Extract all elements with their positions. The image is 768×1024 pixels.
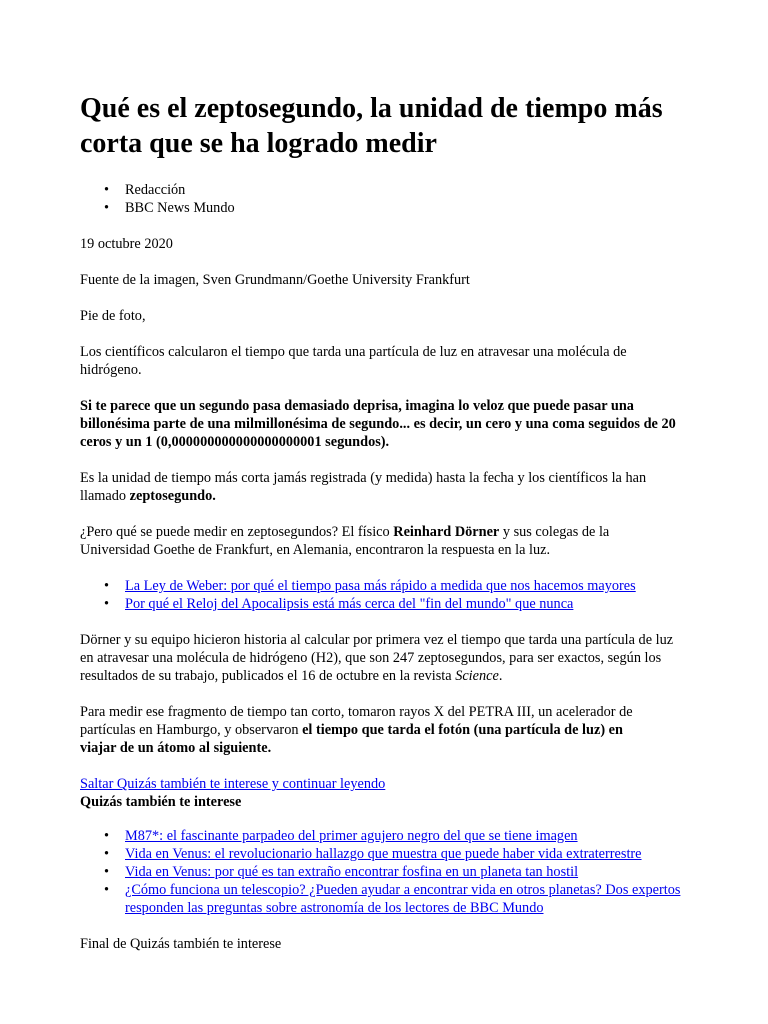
name-reinhard-dorner: Reinhard Dörner bbox=[393, 524, 500, 540]
skip-also-interest-link[interactable]: Saltar Quizás también te interese y continuar leyendo bbox=[80, 776, 386, 792]
paragraph-text: Para medir ese fragmento de tiempo tan corto, tomaron rayos X del PETRA III, un acelerador de partículas en Hamburgo, y observaron bbox=[80, 704, 633, 738]
paragraph-zeptosegundo bbox=[80, 469, 680, 505]
paragraph-text: Es la unidad de tiempo más corta jamás registrada (y medida) hasta la fecha y los científicos la han llamado bbox=[80, 470, 647, 504]
article-date: 19 octubre 2020 bbox=[80, 236, 173, 252]
caption-label: Pie de foto, bbox=[80, 308, 146, 324]
related-link-item bbox=[80, 595, 720, 613]
paragraph-emphasis: el tiempo que tarda el fotón (una partícula de luz) en viajar de un átomo al siguiente. bbox=[80, 722, 623, 756]
journal-science: Science bbox=[455, 668, 499, 684]
keyword-zeptosegundo: zeptosegundo. bbox=[129, 488, 216, 504]
image-caption: Los científicos calcularon el tiempo que tarda una partícula de luz en atravesar una molécula de hidrógeno. bbox=[80, 344, 627, 378]
paragraph-text: y sus colegas de la Universidad Goethe de Frankfurt, en Alemania, encontraron la respuesta en la luz. bbox=[80, 524, 610, 558]
paragraph-petra bbox=[80, 703, 660, 757]
lead-paragraph: Si te parece que un segundo pasa demasiado deprisa, imagina lo veloz que puede pasar una billonésima parte de una milmillonésima de segundo... es decir, un cero y una coma seguidos de 20 ceros y un 1 (0,000000000000000000001 segundos). bbox=[80, 398, 676, 450]
also-interest-list bbox=[80, 827, 720, 917]
image-source: Fuente de la imagen, Sven Grundmann/Goethe University Frankfurt bbox=[80, 272, 470, 288]
byline-author: • Redacción bbox=[80, 181, 720, 199]
also-interest-item bbox=[80, 863, 720, 881]
paragraph-dorner bbox=[80, 523, 650, 559]
related-link-item bbox=[80, 577, 720, 595]
byline-list bbox=[80, 181, 720, 217]
also-interest-link-telescopio[interactable]: ¿Cómo funciona un telescopio? ¿Pueden ayudar a encontrar vida en otros planetas? Dos expertos responden las preguntas sobre astronomía de los lectores de BBC Mundo bbox=[125, 882, 681, 916]
related-links-list bbox=[80, 577, 720, 613]
skip-link-wrap bbox=[80, 775, 700, 793]
related-link-apocalipsis[interactable]: Por qué el Reloj del Apocalipsis está más cerca del "fin del mundo" que nunca bbox=[125, 596, 574, 612]
paragraph-text: Dörner y su equipo hicieron historia al calcular por primera vez el tiempo que tarda una partícula de luz en atravesar una molécula de hidrógeno (H2), que son 247 zeptosegundos, para ser exactos, según los resultados de su trabajo, publicados el 16 de octubre en la revista bbox=[80, 632, 674, 684]
also-interest-link-venus-vida[interactable]: Vida en Venus: el revolucionario hallazgo que muestra que puede haber vida extraterrestre bbox=[125, 846, 642, 862]
also-interest-item bbox=[80, 845, 720, 863]
paragraph-period: . bbox=[498, 668, 503, 684]
also-interest-link-venus-fosfina[interactable]: Vida en Venus: por qué es tan extraño encontrar fosfina en un planeta tan hostil bbox=[125, 864, 579, 880]
byline-outlet: • BBC News Mundo bbox=[80, 199, 720, 217]
also-interest-item bbox=[80, 881, 685, 917]
also-interest-item bbox=[80, 827, 720, 845]
related-link-weber[interactable]: La Ley de Weber: por qué el tiempo pasa más rápido a medida que nos hacemos mayores bbox=[125, 578, 636, 594]
paragraph-history bbox=[80, 631, 680, 685]
also-interest-link-m87[interactable]: M87*: el fascinante parpadeo del primer agujero negro del que se tiene imagen bbox=[125, 828, 578, 844]
also-interest-heading: Quizás también te interese bbox=[80, 794, 242, 810]
also-interest-end: Final de Quizás también te interese bbox=[80, 936, 282, 952]
article-title: Qué es el zeptosegundo, la unidad de tiempo más corta que se ha logrado medir bbox=[80, 93, 663, 159]
paragraph-text: ¿Pero qué se puede medir en zeptosegundos? El físico bbox=[80, 524, 394, 540]
